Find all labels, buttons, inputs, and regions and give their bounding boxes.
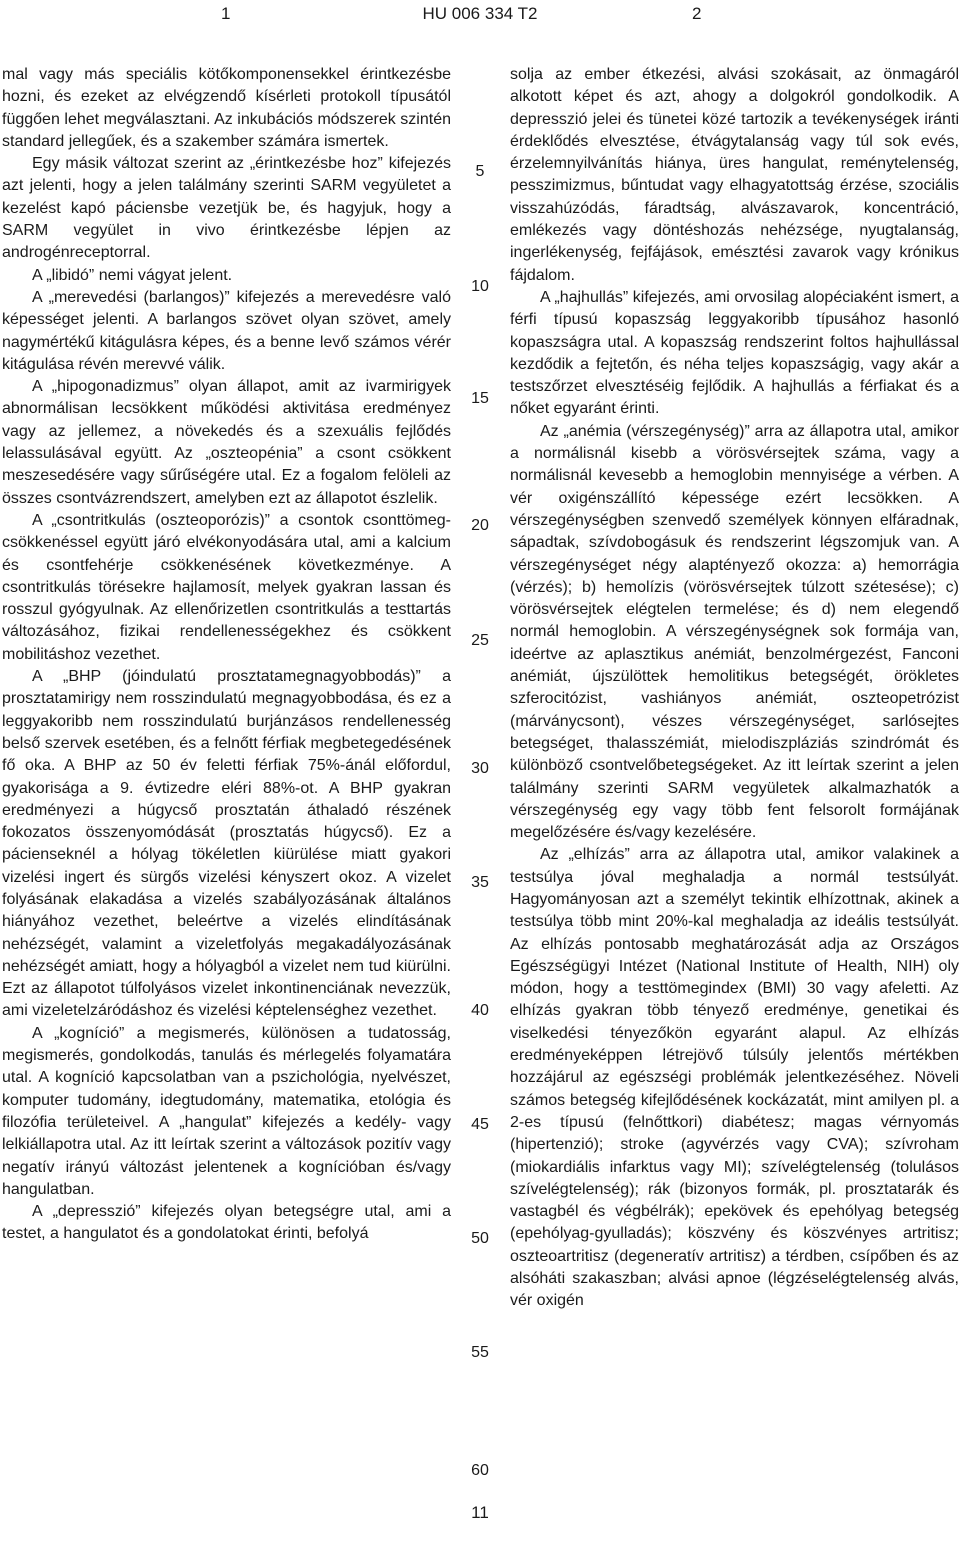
paragraph: A „BHP (jóindulatú prosztatamegnagyobbodás)” a prosztatamirigy nem rosszindulatú megnagyobbodása, és ez a leggyakoribb nem rosszindulatú burjánzásos rendellenesség belső szervek esetében, és a felnőtt férfiak megbetegedésének fő oka. A BHP az 50 év feletti férfiak 75%-ánál előfordul, gyakorisága a 9. évtizedre eléri 88%-ot. A BHP gyakran eredményezi a húgycső prosztatán áthaladó részének fokozatos összenyomódását (prosztatás húgycső). Ez a pácienseknél a hólyag tökéletlen kiürülése miatt gyakori vizelési ingert és sürgős vizelési kényszert okoz. A vizelet folyásának elakadása a vizelés szabályozásának általános hiányához vezethet, beleértve a vizelés elindításának nehézségét, valamint a vizeletfolyás megakadályozásának nehézségét amiatt, hogy a hólyagból a vizelet nem tud kiürülni. Ezt az állapotot túlfolyásos vizelet inkontinenciának nevezzük, ami vizeletelzáródáshoz és vizelési képtelenséghez vezethet. bbox=[2, 668, 451, 1020]
line-number: 5 bbox=[475, 163, 485, 180]
paragraph: A „kogníció” a megismerés, különösen a tudatosság, megismerés, gondolkodás, tanulás és mérlegelés folyamatára utal. A kogníció kapcsolatban van a pszichológia, nyelvészet, komputer tudomány, idegtudomány, matematika, etológia és filozófia területeivel. A „hangulat” kifejezés a kedély- vagy lelkiállapotra utal. Az itt leírtak szerint a változások pozitív vagy negatív irányú változást jelentenek a kognícióban és/vagy hangulatban. bbox=[2, 1024, 451, 1198]
left-page-number: 1 bbox=[221, 4, 231, 23]
right-page-number: 2 bbox=[692, 4, 702, 23]
line-number: 60 bbox=[471, 1462, 489, 1479]
right-column bbox=[510, 64, 959, 1313]
paragraph: A „csontritkulás (oszteoporózis)” a csontok csonttömeg-csökkenéssel együtt járó elvékonyodására utal, ami a kalcium és csontfehérje csökkenésének következménye. A csontritkulás törésekre hajlamosít, melyek gyakran lassan és rosszul gyógyulnak. Az ellenőrizetlen csontritkulás a testtartás változásához, fizikai rendellenességekhez és csökkent mobilitáshoz vezethet. bbox=[2, 511, 451, 663]
paragraph: A „merevedési (barlangos)” kifejezés a merevedésre való képességet jelenti. A barlangos szövet olyan szövet, amely nagymértékű kitágulásra képes, és a benne levő számos vérér kitágulása révén merevvé válik. bbox=[2, 288, 451, 373]
paragraph: A „depresszió” kifejezés olyan betegségre utal, ami a testet, a hangulatot és a gondolatokat érinti, befolyá bbox=[2, 1203, 451, 1243]
line-number: 35 bbox=[471, 874, 489, 891]
line-number: 15 bbox=[471, 390, 489, 407]
paragraph: A „hajhullás” kifejezés, ami orvosilag alopéciaként ismert, a férfi típusú kopaszság leggyakoribb típusához hasonló kopaszságra utal. A kopaszság rendszerint foltos hajhullással kezdődik a fejtetőn, és néha teljes kopaszságig, vagy akár a testszőrzet elvesztéséig fejlődik. A hajhullás a férfiakat és a nőket egyaránt érinti. bbox=[510, 288, 959, 418]
paragraph: Az „elhízás” arra az állapotra utal, amikor valakinek a testsúlya jóval meghaladja a normál testsúlyát. Hagyományosan azt a személyt tekintik elhízottnak, akinek a testsúlya több mint 20%-kal meghaladja az ideális testsúlyát. Az elhízás pontosabb meghatározását adja az Országos Egészségügyi Intézet (National Institute of Health, NIH) oly módon, hogy a testtömegindex (BMI) 30 vagy afeletti. Az elhízás gyakran több tényező eredménye, genetikai és viselkedési tényezőkön egyaránt alapul. Az elhízás eredményeképpen létrejövő túlsúly jelentős mértékben hozzájárul az egészségi problémák jelentkezéséhez. Növeli számos betegség kifejlődésének kockázatát, mint amilyen pl. a 2-es típusú (felnőttkori) diabétesz; magas vérnyomás (hipertenzió); stroke (agyvérzés vagy CVA); szívroham (miokardiális infarktus vagy MI); szívelégtelenség (tolulásos szívelégtelenség); rák (bizonyos formák, pl. prosztatarák és vastagbél és végbélrák); epekövek és epehólyag betegség (epehólyag-gyulladás); köszvény és köszvényes artritisz; oszteoartritisz (degeneratív artritisz) a térdben, csípőben és az alsóháti szakaszban; alvási apnoe (légzéselégtelenség alvás, vér oxigén bbox=[510, 846, 959, 1310]
paragraph: Egy másik változat szerint az „érintkezésbe hoz” kifejezés azt jelenti, hogy a jelen találmány szerinti SARM vegyületet a kezelést kapó páciensbe vezetjük be, és hagyjuk, hogy a SARM vegyület in vivo érintkezésbe lépjen az androgénreceptorral. bbox=[2, 155, 451, 262]
paragraph: mal vagy más speciális kötőkomponensekkel érintkezésbe hozni, és ezeket az elvégzendő kísérleti protokoll típusától függően lehet megválasztani. Az inkubációs módszerek szintén standard jellegűek, és a szakember számára ismertek. bbox=[2, 66, 451, 150]
line-number: 50 bbox=[471, 1230, 489, 1247]
document-id: HU 006 334 T2 bbox=[422, 4, 538, 23]
page-number: 11 bbox=[471, 1503, 489, 1522]
paragraph: A „libidó” nemi vágyat jelent. bbox=[32, 266, 233, 284]
line-number: 10 bbox=[471, 278, 489, 295]
line-number: 25 bbox=[471, 632, 489, 649]
paragraph: solja az ember étkezési, alvási szokásait, az önmagáról alkotott képet és azt, ahogy a dolgokról gondolkodik. A depresszió jelei és tünetei közé tartozik a tevékenységek iránti érdeklődés elvesztése, étvágytalanság vagy túl sok evés, érzelemnyilvánítás hiánya, üres hangulat, reménytelenség, pesszimizmus, bűntudat vagy elhagyatottság érzése, szociális visszahúzódás, fáradtság, alvászavarok, koncentráció, emlékezés vagy döntéshozás nehézsége, nyugtalanság, ingerlékenység, fejfájások, emésztési zavarok vagy krónikus fájdalom. bbox=[510, 66, 959, 284]
line-number: 55 bbox=[471, 1344, 489, 1361]
line-number: 45 bbox=[471, 1116, 489, 1133]
line-number: 20 bbox=[471, 517, 489, 534]
line-number: 40 bbox=[471, 1002, 489, 1019]
line-number: 30 bbox=[471, 760, 489, 777]
left-column bbox=[2, 64, 451, 1246]
paragraph: A „hipogonadizmus” olyan állapot, amit az ivarmirigyek abnormálisan lecsökkent működési aktivitása eredményez vagy az jellemez, a növekedés és a szexuális fejlődés lelassulásával együtt. Az „oszteopénia” a csont csökkent meszesedésére vagy sűrűségére utal. Ez a fogalom felöleli az összes csontvázrendszert, amelyben ezt az állapotot észlelik. bbox=[2, 378, 451, 507]
paragraph: Az „anémia (vérszegénység)” arra az állapotra utal, amikor a normálisnál kisebb a vörösvérsejtek száma, vagy a normálisnál kevesebb a hemoglobin mennyisége a vérben. A vér oxigénszállító képessége ezért lecsökken. A vérszegénységben szenvedő személyek könnyen elfáradnak, sápadtak, szívdobogásuk és rendszerint légszomjuk van. A vérszegénységet négy alaptényező okozza: a) hemorrágia (vérzés); b) hemolízis (vörösvérsejtek túlzott szétesése); c) vörösvérsejtek elégtelen termelése; és d) nem elegendő normál hemoglobin. A vérszegénységnek sok formája van, ideértve az aplasztikus anémiát, benzolmérgezést, Fanconi anémiát, újszülöttek hemolitikus betegségét, örökletes szferocitózist, vashiányos anémiát, oszteopetrózist (márványcsont), vészes vérszegénységet, sarlósejtes betegséget, thalasszémiát, mielodiszpláziás szindrómát és különböző csontvelőbetegségeket. Az itt leírtak szerint a jelen találmány szerinti SARM vegyületek alkalmazhatók a vérszegénység egy vagy több fent felsorolt formájának megelőzésére és/vagy kezelésére. bbox=[510, 422, 959, 842]
